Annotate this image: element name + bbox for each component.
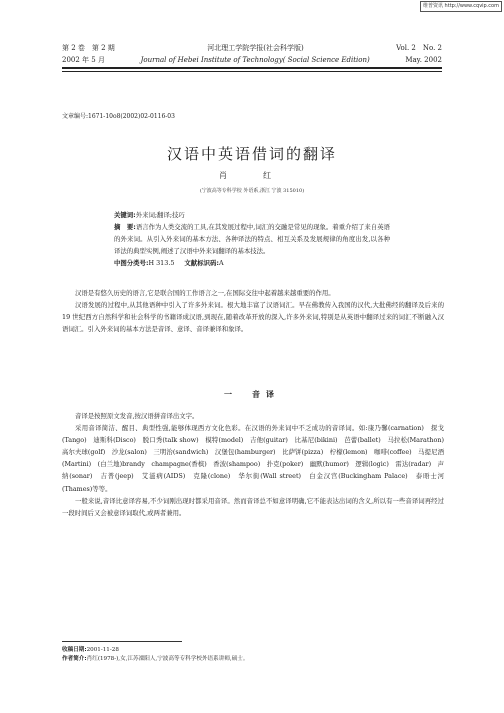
author-name: 肖 红 xyxy=(219,171,285,180)
summary-label: 摘 要: xyxy=(114,223,136,232)
summary-text: 语言作为人类交流的工具,在其发展过程中,词汇的交融是常见的现象。着重介绍了来自英语的外来词。从引入外来词的基本方法、各种译法的特点、相互关系及发展规律的角度出发,以各种译法的典型实例,阐述了汉语中外来词翻译的基本技法。 xyxy=(114,223,390,256)
header-row-en xyxy=(62,54,442,66)
article-number: 文章编号:1671-10o8(2002)02-0116-03 xyxy=(62,113,175,120)
journal-header xyxy=(62,42,442,72)
received-date-line xyxy=(62,646,444,655)
transliteration-section xyxy=(62,410,451,519)
intro-paragraph-2: 汉语发展的过程中,从其他语种中引入了许多外来词。根大地丰富了汉语词汇。早在佛教传入我国的汉代,大批佛经的翻译及后来的 19 世纪西方自然科学和社会科学的书籍译成汉语,到现在,随着改革开放的深入,许多外来词,特别是从英语中翻译过来的词汇不断融入汉语词汇。引入外来词的基本方法是音译、意译、音译兼译和象译。 xyxy=(62,301,444,334)
introduction-section xyxy=(62,287,444,335)
author-bio-label: 作者简介: xyxy=(62,656,87,662)
keywords-text: 外来词;翻译;技巧 xyxy=(135,211,185,219)
header-rule-thick xyxy=(62,67,442,69)
section-heading-transliteration: 一 音译 xyxy=(224,390,280,399)
abstract-block xyxy=(114,209,390,269)
summary-paragraph xyxy=(114,221,390,257)
publish-date-en: May. 2002 xyxy=(405,56,442,64)
footnote-rule xyxy=(62,641,182,642)
volume-issue-cn: 第 2 卷 第 2 期 xyxy=(62,44,115,52)
publish-date-cn: 2002 年 5 月 xyxy=(62,56,105,64)
paper-title: 汉语中英语借词的翻译 xyxy=(166,145,337,163)
received-label: 收稿日期: xyxy=(62,647,87,653)
section-paragraph-2: 采用音译简洁、醒目、典型性强,能够体现西方文化色彩。在汉语的外来词中不乏成功的音译词。如:康乃馨(carnation) 探戈(Tango) 迪斯科(Disco) 脱口秀(talk show) 模特(model) 吉他(guitar) 比基尼(bikini) 芭蕾(ballet) 马拉松(Marathon) 高尔夫球(golf) 沙龙(salon) 三明治(sandwich) 汉堡包(hamburger) 比萨饼(pizza) 柠檬(lemon) 咖啡(coffee) 马提尼酒(Martini) (白兰地)brandy champagne(香槟) 香波(shampoo) 扑克(poker) 幽默(humor) 逻辑(logic) 雷达(radar) 声纳(sonar) 吉普(jeep) 艾滋病(AIDS) 克隆(clone) 华尔街(Wall street) 白金汉宫(Buckingham Palace) 泰晤士河(Thames)等等。 xyxy=(62,424,451,493)
header-rule-thin xyxy=(62,71,442,72)
source-watermark-stamp: 维普资讯 http://www.cqvip.com xyxy=(420,1,502,12)
journal-name-cn: 河北理工学院学报(社会科学版) xyxy=(207,44,304,52)
intro-paragraph-1: 汉语是有悠久历史的语言,它是联合国的工作语言之一,在国际交往中起着越来越重要的作用。 xyxy=(75,289,335,297)
doc-code: A xyxy=(218,259,224,268)
footnote xyxy=(62,641,444,664)
journal-name-en: Journal of Hebei Institute of Technology( Social Science Edition) xyxy=(140,56,370,64)
keywords-line xyxy=(114,209,390,221)
section-paragraph-3: 一般来说,音译比意译容易,不少词刚出现时都采用音译。然而音译总不如意译明确,它不能表达出词的含义,所以有一些音译词再经过一段时间后又会被意译词取代,或两者兼用。 xyxy=(62,496,444,517)
section-paragraph-1: 音译是按照原文发音,按汉语拼音译出文字。 xyxy=(75,412,199,420)
clc-label: 中图分类号: xyxy=(114,259,149,268)
author-affiliation: (宁波高等专科学校 外语系,浙江 宁波 315010) xyxy=(199,188,305,194)
doc-code-label: 文献标识码: xyxy=(184,259,219,268)
received-date: 2001-11-28 xyxy=(86,647,119,653)
classification-line xyxy=(114,257,390,269)
author-bio: 肖红(1978-),女,江苏溧阳人,宁波高等专科学校外语系讲师,硕士。 xyxy=(86,656,249,662)
clc-code: H 313.5 xyxy=(148,259,175,268)
author-bio-line xyxy=(62,655,444,664)
volume-issue-en: Vol. 2 No. 2 xyxy=(396,44,442,52)
header-row-cn xyxy=(62,42,442,54)
keywords-label: 关键词: xyxy=(114,211,136,219)
